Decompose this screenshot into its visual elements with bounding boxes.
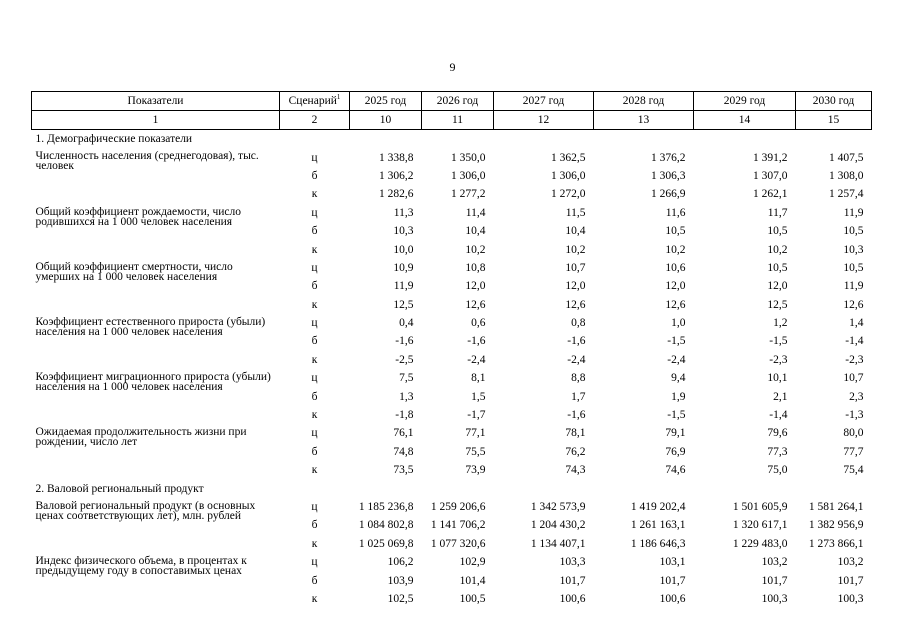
value-cell: 12,6: [665, 298, 686, 311]
value-cell: 9,4: [671, 372, 686, 385]
value-cell: 11,3: [393, 206, 414, 219]
value-cell: -1,8: [395, 409, 414, 422]
section-row: [32, 130, 872, 149]
value-cell: 11,9: [393, 280, 414, 293]
scenario-code: к: [311, 243, 318, 256]
value-cell: 10,9: [393, 261, 414, 274]
value-cell: 8,1: [471, 372, 486, 385]
scenario-code: б: [311, 335, 318, 348]
value-cell: 1 320 617,1: [732, 519, 788, 532]
value-cell: 1,2: [773, 317, 788, 330]
value-cell: 12,5: [393, 298, 414, 311]
value-cell: 0,6: [471, 317, 486, 330]
value-cell: 101,7: [761, 574, 788, 587]
column-number: 2: [280, 111, 350, 130]
value-cell: 102,9: [459, 556, 486, 569]
header-year: 2026 год: [422, 92, 494, 111]
value-cell: 1 362,5: [551, 151, 586, 164]
value-cell: 100,3: [761, 592, 788, 605]
scenario-code: б: [311, 574, 318, 587]
value-cell: 103,2: [837, 556, 864, 569]
value-cell: 10,8: [465, 261, 486, 274]
value-cell: 7,5: [399, 372, 414, 385]
value-cell: 101,4: [459, 574, 486, 587]
value-cell: 73,5: [393, 464, 414, 477]
header-year: 2029 год: [694, 92, 796, 111]
value-cell: 11,4: [465, 206, 486, 219]
value-cell: 79,1: [665, 427, 686, 440]
value-cell: -1,4: [769, 409, 788, 422]
scenario-code: б: [311, 445, 318, 458]
column-number: 12: [494, 111, 594, 130]
value-cell: 74,3: [565, 464, 586, 477]
value-cell: 100,3: [837, 592, 864, 605]
table-row: [32, 553, 872, 571]
value-cell: 1,9: [671, 390, 686, 403]
scenario-code: ц: [311, 556, 318, 569]
value-cell: 101,7: [659, 574, 686, 587]
value-cell: 1 376,2: [651, 151, 686, 164]
value-cell: 10,5: [665, 225, 686, 238]
value-cell: 1 273 866,1: [808, 537, 864, 550]
scenario-code: б: [311, 390, 318, 403]
value-cell: -1,4: [845, 335, 864, 348]
table-body: [32, 130, 872, 609]
value-cell: -2,4: [667, 353, 686, 366]
value-cell: 77,7: [843, 445, 864, 458]
value-cell: -1,6: [567, 335, 586, 348]
value-cell: 103,3: [559, 556, 586, 569]
value-cell: 1 204 430,2: [530, 519, 586, 532]
value-cell: 10,0: [393, 243, 414, 256]
value-cell: 1 306,2: [379, 169, 414, 182]
value-cell: 1 185 236,8: [358, 501, 414, 513]
value-cell: -1,5: [769, 335, 788, 348]
header-year: 2030 год: [796, 92, 872, 111]
indicator-name: Численность населения (среднегодовая), тыс. человек: [35, 150, 259, 173]
value-cell: 73,9: [465, 464, 486, 477]
value-cell: 1 391,2: [753, 151, 788, 164]
value-cell: 10,4: [565, 225, 586, 238]
value-cell: 1,4: [849, 317, 864, 330]
value-cell: 1,3: [399, 390, 414, 403]
value-cell: 1 025 069,8: [358, 537, 414, 550]
value-cell: 1 342 573,9: [530, 501, 586, 513]
value-cell: 10,7: [565, 261, 586, 274]
value-cell: 2,3: [849, 390, 864, 403]
value-cell: 103,9: [387, 574, 414, 587]
value-cell: 10,2: [665, 243, 686, 256]
value-cell: 1 338,8: [379, 151, 414, 164]
section-title: 1. Демографические показатели: [35, 133, 193, 146]
value-cell: -1,5: [667, 335, 686, 348]
column-number: 1: [32, 111, 280, 130]
scenario-code: ц: [311, 372, 318, 385]
scenario-footnote-mark: 1: [336, 93, 341, 102]
value-cell: 11,6: [665, 206, 686, 219]
value-cell: 2,1: [773, 390, 788, 403]
value-cell: -2,3: [845, 353, 864, 366]
scenario-code: б: [311, 519, 318, 532]
value-cell: 10,2: [767, 243, 788, 256]
scenario-code: б: [311, 225, 318, 238]
value-cell: -2,4: [467, 353, 486, 366]
value-cell: 12,0: [465, 280, 486, 293]
table-row: [32, 424, 872, 442]
value-cell: 106,2: [387, 556, 414, 569]
value-cell: 100,6: [559, 592, 586, 605]
indicator-name: Ожидаемая продолжительность жизни при рождении, число лет: [35, 426, 247, 449]
value-cell: 1 186 646,3: [630, 537, 686, 550]
scenario-code: ц: [311, 317, 318, 330]
table-row: [32, 314, 872, 332]
value-cell: 11,9: [843, 280, 864, 293]
value-cell: 1,5: [471, 390, 486, 403]
value-cell: 80,0: [843, 427, 864, 440]
value-cell: 77,1: [465, 427, 486, 440]
value-cell: -1,6: [567, 409, 586, 422]
value-cell: 10,1: [767, 372, 788, 385]
column-number: 14: [694, 111, 796, 130]
value-cell: 1 382 956,9: [808, 519, 864, 532]
value-cell: 1 501 605,9: [732, 501, 788, 513]
value-cell: 100,5: [459, 592, 486, 605]
scenario-code: к: [311, 592, 318, 605]
header-scenario-label: Сценарий: [288, 95, 337, 107]
value-cell: 12,6: [843, 298, 864, 311]
value-cell: 101,7: [559, 574, 586, 587]
value-cell: 1 581 264,1: [808, 501, 864, 513]
column-number: 11: [422, 111, 494, 130]
value-cell: 76,2: [565, 445, 586, 458]
value-cell: 1 419 202,4: [630, 501, 686, 513]
scenario-code: ц: [311, 206, 318, 219]
scenario-code: б: [311, 280, 318, 293]
column-number-row: [32, 111, 872, 130]
value-cell: 10,6: [665, 261, 686, 274]
value-cell: 10,4: [465, 225, 486, 238]
value-cell: 1 262,1: [753, 188, 788, 201]
value-cell: 1 229 483,0: [732, 537, 788, 550]
value-cell: 0,4: [399, 317, 414, 330]
value-cell: 11,7: [767, 206, 788, 219]
value-cell: 103,2: [761, 556, 788, 569]
value-cell: 75,4: [843, 464, 864, 477]
value-cell: 1 307,0: [753, 169, 788, 182]
header-year: 2028 год: [594, 92, 694, 111]
value-cell: 1 308,0: [829, 169, 864, 182]
value-cell: -1,6: [467, 335, 486, 348]
column-number: 10: [350, 111, 422, 130]
value-cell: 10,3: [393, 225, 414, 238]
value-cell: 75,0: [767, 464, 788, 477]
header-year: 2025 год: [350, 92, 422, 111]
value-cell: 10,5: [767, 225, 788, 238]
value-cell: 10,5: [843, 261, 864, 274]
value-cell: 1 277,2: [451, 188, 486, 201]
value-cell: 1 272,0: [551, 188, 586, 201]
value-cell: 0,8: [571, 317, 586, 330]
table-row: [32, 259, 872, 277]
indicator-name: Общий коэффициент рождаемости, число родившихся на 1 000 человек населения: [35, 205, 242, 228]
header-scenario: [280, 92, 350, 111]
value-cell: 100,6: [659, 592, 686, 605]
scenario-code: к: [311, 188, 318, 201]
scenario-code: ц: [311, 427, 318, 440]
header-year: 2027 год: [494, 92, 594, 111]
value-cell: 77,3: [767, 445, 788, 458]
value-cell: 1 134 407,1: [530, 537, 586, 550]
scenario-code: к: [311, 353, 318, 366]
value-cell: 1 259 206,6: [430, 501, 486, 513]
column-number: 13: [594, 111, 694, 130]
value-cell: 12,0: [665, 280, 686, 293]
value-cell: 10,7: [843, 372, 864, 385]
value-cell: -2,5: [395, 353, 414, 366]
value-cell: 74,8: [393, 445, 414, 458]
table-row: [32, 369, 872, 387]
value-cell: 75,5: [465, 445, 486, 458]
value-cell: 11,5: [565, 206, 586, 219]
value-cell: 1 077 320,6: [430, 537, 486, 550]
forecast-table: [31, 91, 872, 608]
value-cell: 76,9: [665, 445, 686, 458]
column-number: 15: [796, 111, 872, 130]
value-cell: 10,5: [843, 225, 864, 238]
section-title: 2. Валовой региональный продукт: [35, 482, 204, 495]
value-cell: 79,6: [767, 427, 788, 440]
value-cell: 1 261 163,1: [630, 519, 686, 532]
value-cell: 101,7: [837, 574, 864, 587]
scenario-code: к: [311, 409, 318, 422]
value-cell: 1 257,4: [829, 188, 864, 201]
scenario-code: ц: [311, 501, 318, 513]
value-cell: 10,2: [465, 243, 486, 256]
value-cell: 1 084 802,8: [358, 519, 414, 532]
value-cell: -1,7: [467, 409, 486, 422]
value-cell: 10,3: [843, 243, 864, 256]
indicator-name: Индекс физического объема, в процентах к предыдущему году в сопоставимых ценах: [35, 554, 247, 577]
indicator-name: Общий коэффициент смертности, число умерших на 1 000 человек населения: [35, 260, 233, 283]
value-cell: 1 282,6: [379, 188, 414, 201]
value-cell: 10,5: [767, 261, 788, 274]
value-cell: 78,1: [565, 427, 586, 440]
scenario-code: ц: [311, 261, 318, 274]
value-cell: -1,6: [395, 335, 414, 348]
value-cell: 12,0: [767, 280, 788, 293]
scenario-code: ц: [311, 151, 318, 164]
scenario-code: к: [311, 464, 318, 477]
value-cell: 1 306,0: [451, 169, 486, 182]
value-cell: 1 407,5: [829, 151, 864, 164]
value-cell: 102,5: [387, 592, 414, 605]
value-cell: 1,0: [671, 317, 686, 330]
value-cell: -2,4: [567, 353, 586, 366]
value-cell: 1,7: [571, 390, 586, 403]
value-cell: -1,3: [845, 409, 864, 422]
section-row: [32, 479, 872, 497]
table-row: [32, 498, 872, 516]
table-row: [32, 204, 872, 222]
header-indicator: Показатели: [32, 92, 280, 111]
value-cell: 103,1: [659, 556, 686, 569]
value-cell: 11,9: [843, 206, 864, 219]
value-cell: 12,6: [565, 298, 586, 311]
scenario-code: б: [311, 169, 318, 182]
value-cell: 1 306,0: [551, 169, 586, 182]
value-cell: 8,8: [571, 372, 586, 385]
value-cell: 12,0: [565, 280, 586, 293]
value-cell: -1,5: [667, 409, 686, 422]
header-row: [32, 92, 872, 111]
value-cell: 12,6: [465, 298, 486, 311]
value-cell: -2,3: [769, 353, 788, 366]
indicator-name: Валовой региональный продукт (в основных ценах соответствующих лет), млн. рублей: [35, 499, 256, 522]
value-cell: 1 141 706,2: [430, 519, 486, 532]
value-cell: 1 266,9: [651, 188, 686, 201]
value-cell: 12,5: [767, 298, 788, 311]
scenario-code: к: [311, 298, 318, 311]
value-cell: 1 306,3: [651, 169, 686, 182]
scenario-code: к: [311, 537, 318, 550]
value-cell: 76,1: [393, 427, 414, 440]
value-cell: 74,6: [665, 464, 686, 477]
value-cell: 10,2: [565, 243, 586, 256]
value-cell: 1 350,0: [451, 151, 486, 164]
table-row: [32, 148, 872, 166]
indicator-name: Коэффициент естественного прироста (убыли) населения на 1 000 человек населения: [35, 315, 266, 338]
indicator-name: Коэффициент миграционного прироста (убыли) населения на 1 000 человек населения: [35, 371, 271, 394]
page-number: 9: [449, 60, 456, 74]
